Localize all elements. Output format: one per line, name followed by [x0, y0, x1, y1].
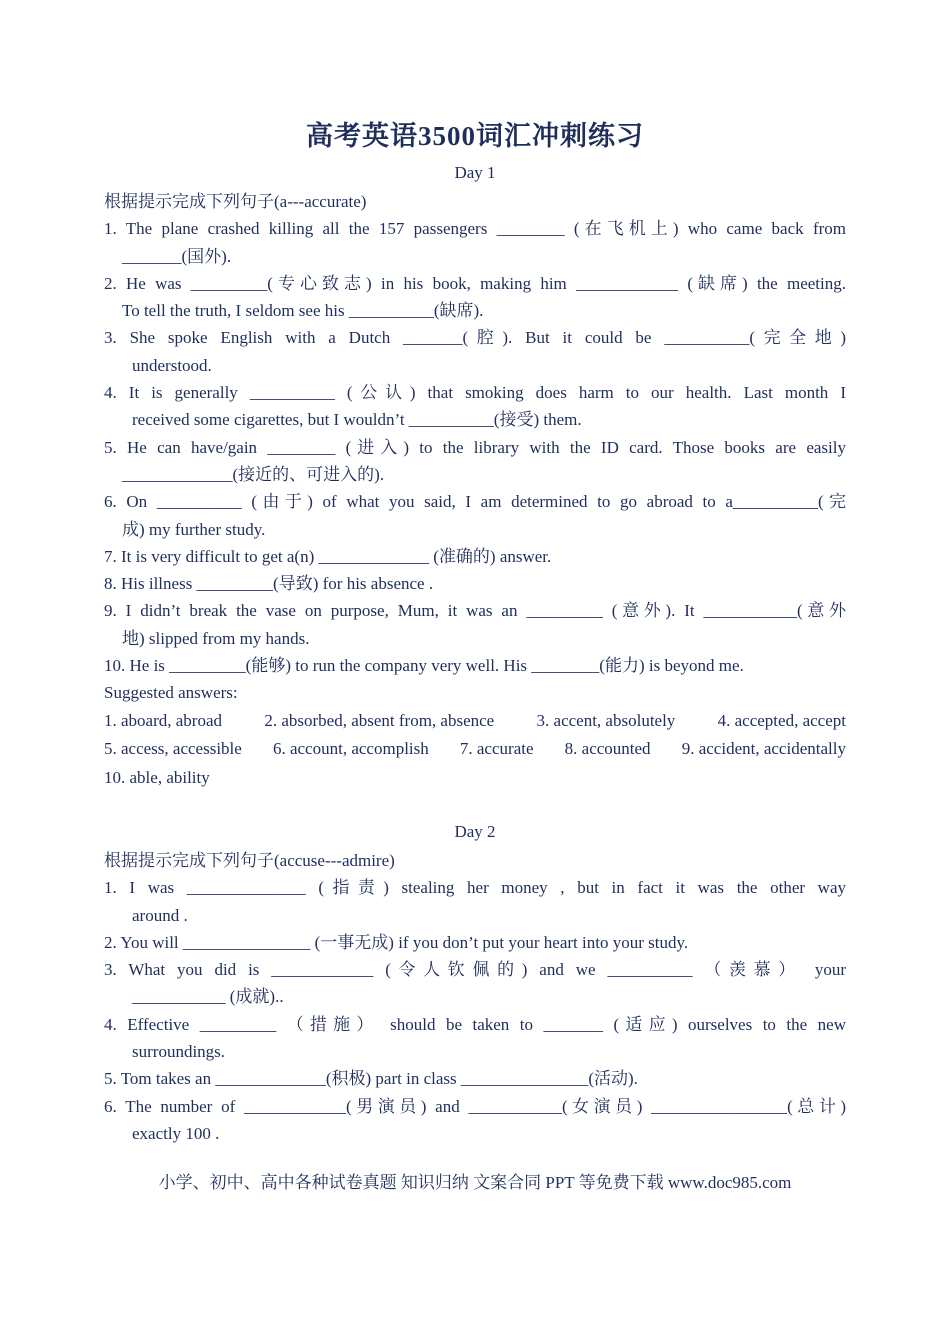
answers-row-3: [104, 764, 846, 793]
page-title: 高考英语3500词汇冲刺练习: [306, 121, 644, 151]
day2-instruction: 根据提示完成下列句子(accuse---admire): [104, 851, 395, 870]
answer-item: 5. access, accessible: [104, 739, 242, 759]
day1-line-1: 1. The plane crashed killing all the 157 passengers ________ (在飞机上) who came back from: [104, 219, 846, 239]
day2-line-9: 6. The number of ____________(男演员) and ___________(女演员) ________________(总计): [104, 1096, 846, 1116]
day2-line-2: around .: [132, 905, 188, 925]
day2-line-1: 1. I was ______________ (指责) stealing her money , but in fact it was the other way: [104, 878, 846, 898]
page-footer: 小学、初中、高中各种试卷真题 知识归纳 文案合同 PPT 等免费下载 www.doc985.com: [158, 1173, 792, 1192]
answer-item: 10. able, ability: [104, 767, 210, 787]
day1-heading: Day 1: [454, 163, 496, 182]
day1-line-17: 10. He is _________(能够) to run the company very well. His ________(能力) is beyond me.: [104, 656, 744, 676]
day1-line-10: _____________(接近的、可进入的).: [122, 464, 385, 484]
day2-line-6: 4. Effective _________ （措施） should be taken to _______ (适应) ourselves to the new: [104, 1014, 846, 1034]
answer-item: 6. account, accomplish: [272, 739, 429, 759]
day2-line-4: 3. What you did is ____________ (令人钦佩的) and we __________ （羡慕） your: [104, 960, 846, 980]
answers-row-2: [104, 735, 846, 764]
day1-line-5: 3. She spoke English with a Dutch _______(腔). But it could be __________(完全地): [104, 328, 846, 348]
answer-item: 2. absorbed, absent from, absence: [264, 710, 495, 730]
day2-line-8: 5. Tom takes an _____________(积极) part in class _______________(活动).: [104, 1069, 638, 1089]
day1-line-8: received some cigarettes, but I wouldn’t __________(接受) them.: [132, 410, 582, 430]
day2-line-3: 2. You will _______________ (一事无成) if you don’t put your heart into your study.: [104, 932, 689, 952]
answer-item: 3. accent, absolutely: [536, 710, 676, 730]
answer-item: 9. accident, accidentally: [681, 739, 846, 759]
answers-label: Suggested answers:: [104, 683, 238, 703]
day1-section: [104, 188, 846, 792]
day1-line-6: understood.: [132, 355, 212, 375]
day1-line-4: To tell the truth, I seldom see his __________(缺席).: [122, 301, 484, 321]
answer-item: 8. accounted: [564, 739, 651, 759]
day1-line-14: 8. His illness _________(导致) for his absence .: [104, 574, 434, 594]
day2-section: [104, 847, 846, 1147]
answer-item: 7. accurate: [459, 739, 534, 759]
day1-instruction: 根据提示完成下列句子(a---accurate): [104, 192, 367, 211]
day1-line-12: 成) my further study.: [122, 519, 266, 539]
day1-line-11: 6. On __________ (由于) of what you said, I am determined to go abroad to a__________(完: [104, 492, 846, 512]
day1-line-7: 4. It is generally __________ (公认) that smoking does harm to our health. Last month I: [104, 383, 846, 403]
day2-line-7: surroundings.: [132, 1042, 226, 1062]
day2-heading: Day 2: [454, 822, 496, 841]
day1-line-16: 地) slipped from my hands.: [122, 628, 310, 648]
day1-line-2: _______(国外).: [122, 246, 232, 266]
answer-item: 4. accepted, accept: [717, 710, 846, 730]
day1-line-9: 5. He can have/gain ________ (进入) to the library with the ID card. Those books are easily: [104, 437, 846, 457]
day1-line-13: 7. It is very difficult to get a(n) _____________ (准确的) answer.: [104, 546, 552, 566]
day1-line-15: 9. I didn’t break the vase on purpose, Mum, it was an _________ (意外). It ___________(意外: [104, 601, 846, 621]
answer-item: 1. aboard, abroad: [104, 710, 223, 730]
day2-line-10: exactly 100 .: [132, 1123, 220, 1143]
day2-line-5: ___________ (成就)..: [132, 987, 284, 1007]
day1-line-3: 2. He was _________(专心致志) in his book, making him ____________ (缺席) the meeting.: [104, 273, 846, 293]
answers-row-1: [104, 707, 846, 736]
